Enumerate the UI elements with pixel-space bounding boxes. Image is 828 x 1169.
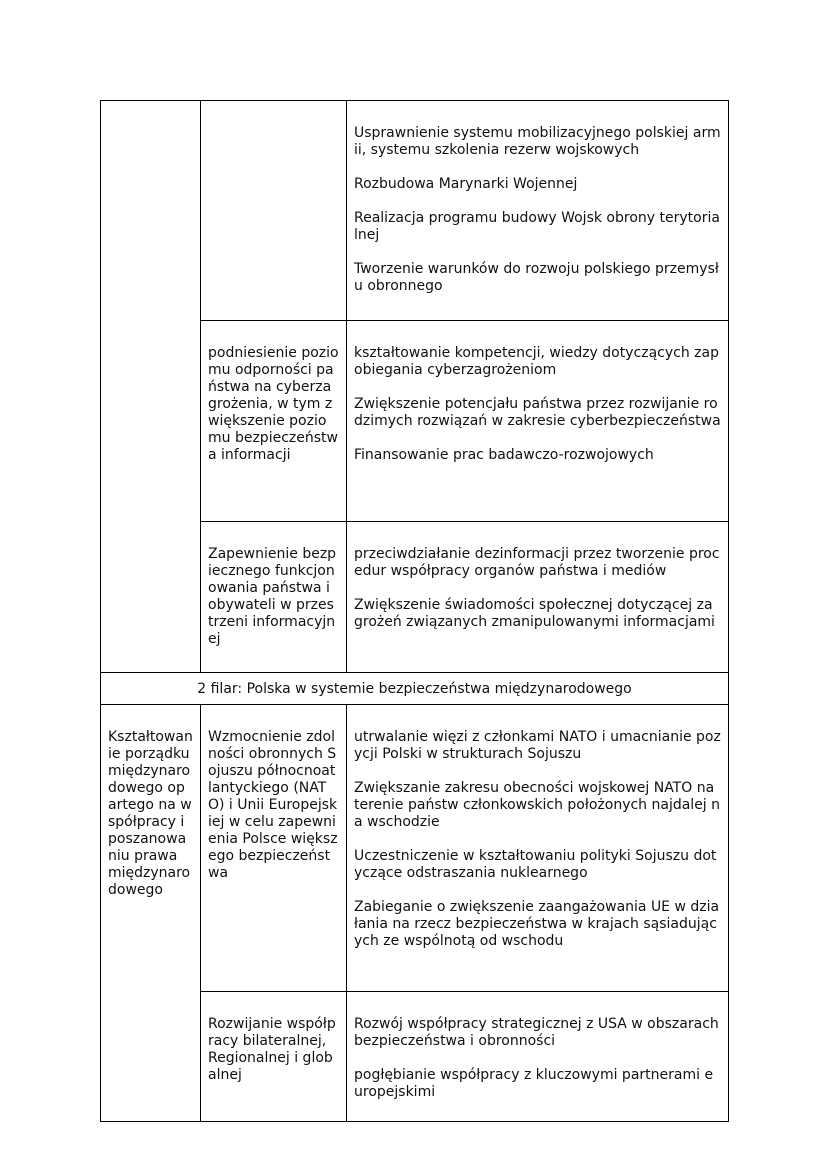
action-item: pogłębianie współpracy z kluczowymi partnerami europejskimi bbox=[354, 1067, 714, 1100]
action-item: Rozbudowa Marynarki Wojennej bbox=[354, 176, 578, 192]
actions-cell bbox=[347, 992, 729, 1122]
objective-cell bbox=[201, 101, 347, 321]
table-row bbox=[101, 101, 729, 321]
objective-text: Rozwijanie współpracy bilateralnej, Regionalnej i globalnej bbox=[208, 1016, 336, 1083]
pillar-heading-row bbox=[101, 673, 729, 705]
action-item: utrwalanie więzi z członkami NATO i umacnianie pozycji Polski w strukturach Sojuszu bbox=[354, 729, 721, 762]
table-row bbox=[101, 705, 729, 992]
action-item: Tworzenie warunków do rozwoju polskiego przemysłu obronnego bbox=[354, 261, 719, 294]
objective-cell bbox=[201, 705, 347, 992]
objective-cell bbox=[201, 992, 347, 1122]
objective-cell bbox=[201, 522, 347, 673]
action-item: Rozwój współpracy strategicznej z USA w obszarach bezpieczeństwa i obronności bbox=[354, 1016, 719, 1049]
actions-cell bbox=[347, 101, 729, 321]
action-item: przeciwdziałanie dezinformacji przez tworzenie procedur współpracy organów państwa i mediów bbox=[354, 546, 720, 579]
action-item: Uczestniczenie w kształtowaniu polityki Sojuszu dotyczące odstraszania nuklearnego bbox=[354, 848, 717, 881]
action-item: Zwiększanie zakresu obecności wojskowej NATO na terenie państw członkowskich położonych najdalej na wschodzie bbox=[354, 780, 721, 830]
pillar-heading: 2 filar: Polska w systemie bezpieczeństwa międzynarodowego bbox=[101, 673, 729, 705]
action-item: Zwiększenie świadomości społecznej dotyczącej zagrożeń związanych zmanipulowanymi informacjami bbox=[354, 597, 715, 630]
actions-cell bbox=[347, 321, 729, 522]
action-item: Finansowanie prac badawczo-rozwojowych bbox=[354, 447, 654, 463]
actions-cell bbox=[347, 522, 729, 673]
objective-text: Zapewnienie bezpiecznego funkcjonowania państwa i obywateli w przestrzeni informacyjnej bbox=[208, 546, 337, 647]
objective-text: Wzmocnienie zdolności obronnych Sojuszu północnoatlantyckiego (NATO) i Unii Europejskiej w celu zapewnienia Polsce większego bezpieczeństwa bbox=[208, 729, 338, 881]
strategy-table bbox=[100, 100, 729, 1122]
objective-cell bbox=[201, 321, 347, 522]
action-item: Zabieganie o zwiększenie zaangażowania UE w działania na rzecz bezpieczeństwa w krajach sąsiadujących ze wspólnotą od wschodu bbox=[354, 899, 720, 949]
action-item: kształtowanie kompetencji, wiedzy dotyczących zapobiegania cyberzagrożeniom bbox=[354, 345, 719, 378]
goal-cell bbox=[101, 705, 201, 1122]
goal-cell bbox=[101, 101, 201, 673]
goal-text: Kształtowanie porządku międzynarodowego opartego na współpracy i poszanowaniu prawa międzynarodowego bbox=[108, 729, 193, 898]
action-item: Usprawnienie systemu mobilizacyjnego polskiej armii, systemu szkolenia rezerw wojskowych bbox=[354, 125, 721, 158]
action-item: Zwiększenie potencjału państwa przez rozwijanie rodzimych rozwiązań w zakresie cyberbezpieczeństwa bbox=[354, 396, 721, 429]
objective-text: podniesienie poziomu odporności państwa na cyberzagrożenia, w tym zwiększenie poziomu bezpieczeństwa informacji bbox=[208, 345, 339, 463]
actions-cell bbox=[347, 705, 729, 992]
action-item: Realizacja programu budowy Wojsk obrony terytorialnej bbox=[354, 210, 720, 243]
document-page bbox=[100, 100, 728, 1122]
